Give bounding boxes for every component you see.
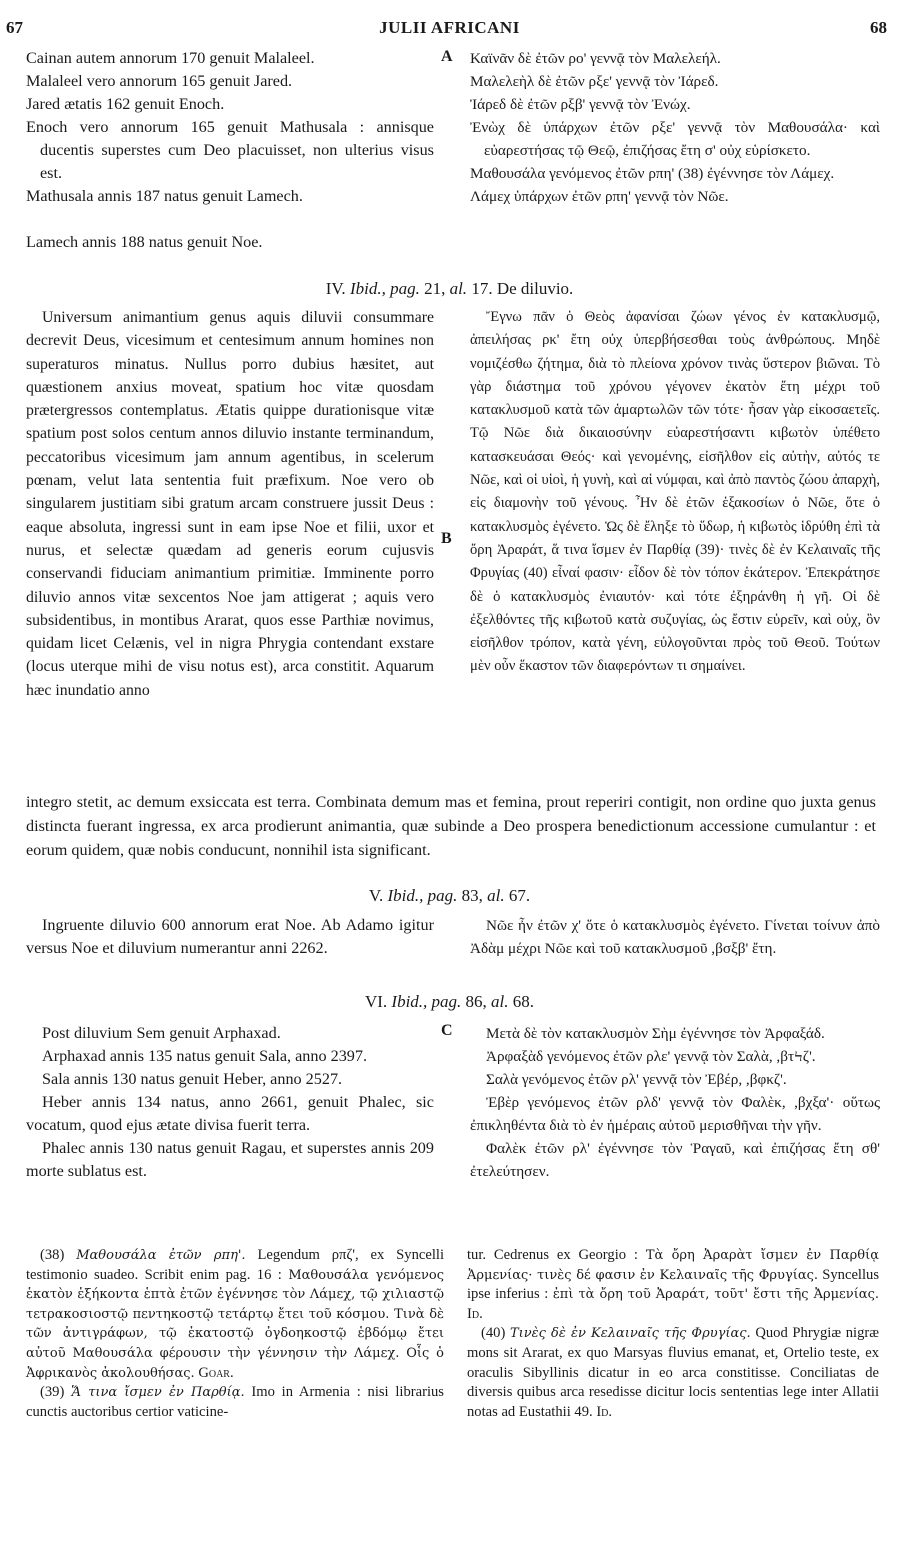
- latin-paragraph: Universum animantium genus aquis diluvii consummare decrevit Deus, vicesimum et centesimum annum homines non superaturos minatus. Nullus porro dubius hæsitet, aut quæstionem anxius moveat, spatium hoc vitæ quosdam prætergressos contemplatus. Ætatis quippe durationisque vitæ spatium post solos centum annos diluvio instante terminandum, peccatoribus vicesimum jam annum agentibus, in scelerum pœnam, velut lata sententia fuit præfixum. Noe vero ob singularem justitiam sibi gratum arcam construere jussit Deus : eaque absoluta, ingressi sunt in eam ipse Noe et filii, uxor et nurus, et selectæ quædam ad generis eorum cujusvis conservandi fiduciam animantium primitiæ. Imminente porro diluvio annos vitæ sexcentos Noe jam attigerat ; aquis vero subsidentibus, in montibus Ararat, quos esse Parthiæ novimus, quidam licet Celænis, vel in nigra Phrygia contendant exstare (locus uterque mihi de visu notus est), arca constitit. Aquarum hæc inundatio anno: [26, 309, 434, 699]
- section-ibid: Ibid., pag.: [391, 992, 462, 1011]
- latin-line: Lamech annis 188 natus genuit Noe.: [26, 233, 263, 251]
- footnote-greek: Μαθουσάλα γενόμενος ἑκατὸν ἑξήκοντα ἑπτὰ ἐτῶν ἐγέννησε τὸν Λάμεχ, τῷ χιλιαστῷ τετρακοσιοστῷ πεντηκοστῷ τετάρτῳ ἔτει τοῦ κόσμου. Τινὰ δὲ τῶν ἀντιγράφων, τῷ ἑκατοστῷ ὀγδοηκοστῷ ἑβδόμῳ ἔτει αὐτοῦ Μαθουσάλα φέρουσιν τὴν γέννησιν τὴν Λάμεχ. Οἷς ὁ Ἀφρικανὸς ἀκολουθήσας.: [26, 1267, 444, 1381]
- greek-line: Μαλελεὴλ δὲ ἐτῶν ρξε' γεννᾷ τὸν Ἰάρεδ.: [470, 73, 719, 90]
- footnote-lemma: Τινὲς δὲ ἐν Κελαιναῖς τῆς Φρυγίας.: [509, 1326, 751, 1342]
- greek-line: Καϊνᾶν δὲ ἐτῶν ρο' γεννᾷ τὸν Μαλελεήλ.: [470, 50, 721, 67]
- footnote-signature: Id.: [596, 1403, 613, 1420]
- latin-section-5: [26, 914, 434, 960]
- section-al-number: 17.: [471, 279, 493, 298]
- greek-line: Ἐβὲρ γενόμενος ἐτῶν ρλδ' γεννᾷ τὸν Φαλὲκ, ,βχξα'· οὕτως ἐπικληθέντα διὰ τὸ ἐν ἡμέραις αὐτοῦ μερισθῆναι τὴν γῆν.: [470, 1094, 880, 1134]
- latin-diluvio-continued: [26, 790, 876, 862]
- page-number-left: 67: [6, 18, 23, 37]
- section-page: 86: [465, 992, 483, 1011]
- latin-line: Jared ætatis 162 genuit Enoch.: [26, 95, 225, 113]
- latin-line: Malaleel vero annorum 165 genuit Jared.: [26, 72, 293, 90]
- greek-line: Μετὰ δὲ τὸν κατακλυσμὸν Σὴμ ἐγέννησε τὸν Ἀρφαξάδ.: [486, 1025, 825, 1042]
- footnote-39-continued: [467, 1246, 879, 1324]
- greek-line: Μαθουσάλα γενόμενος ἐτῶν ρπη' (38) ἐγέννησε τὸν Λάμεχ.: [470, 165, 835, 182]
- margin-marker-a: A: [441, 48, 453, 65]
- greek-section-5: [470, 914, 880, 960]
- footnote-40: [467, 1324, 879, 1422]
- footnote-label: (39): [40, 1384, 65, 1401]
- footnote-greek: Τὰ ὄρη Ἀραρὰτ ἴσμεν ἐν Παρθίᾳ Ἀρμενίας· τινὲς δέ φασιν ἐν Κελαιναῖς τῆς Φρυγίας.: [467, 1248, 879, 1283]
- latin-line: Cainan autem annorum 170 genuit Malaleel.: [26, 49, 315, 67]
- latin-diluvio: [26, 306, 434, 702]
- footnote-lemma: Ἅ τινα ἴσμεν ἐν Παρθίᾳ.: [71, 1385, 245, 1401]
- footnote-text: Syncellus ipse inferius :: [467, 1266, 880, 1303]
- latin-line: Post diluvium Sem genuit Arphaxad.: [42, 1024, 281, 1042]
- section-al: al.: [449, 279, 468, 298]
- section-page: 21: [424, 279, 442, 298]
- page-number-right: 68: [870, 18, 887, 37]
- greek-genealogy-1: [470, 47, 880, 208]
- section-title: De diluvio.: [496, 279, 574, 298]
- greek-line: Ἰάρεδ δὲ ἐτῶν ρξβ' γεννᾷ τὸν Ἐνώχ.: [470, 96, 691, 113]
- latin-line: Phalec annis 130 natus genuit Ragau, et superstes annis 209 morte sublatus est.: [26, 1139, 434, 1180]
- latin-genealogy-1: [26, 47, 434, 254]
- latin-line: Mathusala annis 187 natus genuit Lamech.: [26, 187, 303, 205]
- section-al: al.: [491, 992, 509, 1011]
- greek-line: Λάμεχ ὑπάρχων ἐτῶν ρπη' γεννᾷ τὸν Νῶε.: [470, 188, 729, 205]
- footnotes-right: [467, 1246, 879, 1422]
- footnote-38: [26, 1246, 444, 1383]
- latin-line: Sala annis 130 natus genuit Heber, anno 2527.: [42, 1070, 343, 1088]
- latin-paragraph-continued: integro stetit, ac demum exsiccata est terra. Combinata demum mas et femina, prout reperiri contigit, non ordine quo juxta genus distincta fuerant ingressa, ex arca prodierunt animantia, quæ subinde a Deo prospera benedictionum accessione cumulantur : et eorum quidem, quæ nobis conducunt, nonnihil ista significant.: [26, 793, 876, 859]
- margin-marker-c: C: [441, 1022, 453, 1039]
- footnote-39: [26, 1383, 444, 1422]
- section-heading-4: IV. Ibid., pag. 21, al. 17. De diluvio.: [325, 279, 574, 298]
- section-heading-6: VI. Ibid., pag. 86, al. 68.: [364, 992, 535, 1011]
- footnote-label: (38): [40, 1247, 65, 1263]
- latin-line: Enoch vero annorum 165 genuit Mathusala : annisque ducentis superstes cum Deo placuisset, non ulterius visus est.: [26, 118, 434, 182]
- footnote-text: tur. Cedrenus ex Georgio :: [467, 1247, 638, 1263]
- section-number: IV.: [325, 279, 346, 298]
- greek-section-6: [470, 1022, 880, 1183]
- running-header: [0, 18, 899, 40]
- latin-line: Heber annis 134 natus, anno 2661, genuit Phalec, sic vocatum, quod ejus ætate divisa fuerit terra.: [26, 1093, 434, 1134]
- section-page: 83: [461, 886, 479, 905]
- greek-diluvio: [470, 306, 880, 679]
- section-al-number: 67.: [508, 886, 531, 905]
- section-heading-5: V. Ibid., pag. 83, al. 67.: [368, 886, 531, 905]
- running-title: JULII AFRICANI: [379, 18, 520, 37]
- section-number: VI.: [364, 992, 388, 1011]
- footnote-text: Legendum ρπζ', ex Syncelli testimonio suadeo. Scribit enim pag. 16 :: [26, 1247, 445, 1283]
- footnote-text: Quod Phrygiæ nigræ mons sit Ararat, ex quo Marsyas fluvius emanat, et, Ortelio teste, ex oraculis Sibyllinis dicatur in eo arca constitisse. Conciliatas de diversis quibus arca resedisse dicitur locis sententias lege inter Allatii notas ad Eustathii 49.: [467, 1325, 879, 1420]
- latin-line: Arphaxad annis 135 natus genuit Sala, anno 2397.: [42, 1047, 368, 1065]
- margin-marker-b: B: [441, 530, 452, 547]
- latin-section-6: [26, 1022, 434, 1183]
- footnotes-left: [26, 1246, 444, 1422]
- section-ibid: Ibid., pag.: [387, 886, 458, 905]
- section-al: al.: [487, 886, 505, 905]
- footnote-signature: Goar.: [198, 1364, 234, 1381]
- footnote-greek: ἐπὶ τὰ ὄρη τοῦ Ἀραράτ, τοῦτ' ἔστι τῆς Ἀρμενίας.: [552, 1287, 879, 1303]
- footnote-signature: Id.: [467, 1305, 483, 1322]
- section-al-number: 68.: [512, 992, 535, 1011]
- greek-line: Ἀρφαξὰδ γενόμενος ἐτῶν ρλε' γεννᾷ τὸν Σαλὰ, ,βτϞζ'.: [486, 1048, 816, 1065]
- footnote-lemma: Μαθουσάλα ἐτῶν ρπη'.: [76, 1248, 246, 1263]
- greek-line: Φαλὲκ ἐτῶν ρλ' ἐγέννησε τὸν Ῥαγαῦ, καὶ ἐπιζήσας ἔτη σθ' ἐτελεύτησεν.: [470, 1140, 880, 1180]
- section-ibid: Ibid., pag.: [349, 279, 420, 298]
- greek-paragraph: Ἔγνω πᾶν ὁ Θεὸς ἀφανίσαι ζώων γένος ἐν κατακλυσμῷ, ἀπειλήσας ρκ' ἔτη οὐχ ὑπερβήσεσθαι τοὺς ἀνθρώπους. Μηδὲ νομιζέσθω ζήτημα, διὰ τὸ πλείονα χρόνον τινὰς ὕστερον βιῶναι. Τὸ γὰρ διάστημα τοῦ χρόνου γέγονεν ἑκατὸν ἔτη μέχρι τοῦ κατακλυσμοῦ κατὰ τῶν ἁμαρτωλῶν τῶν τότε· ἦσαν γὰρ εἰκοσαετεῖς. Τῷ Νῶε διὰ δικαιοσύνην εὐαρεστήσαντι κιβωτὸν ὑπέθετο κατασκευάσαι Θεός· καὶ γενομένης, εἰσῆλθον εἰς αὐτὴν, αὐτός τε Νῶε, καὶ οἱ υἱοὶ, ἡ γυνὴ, καὶ αἱ νύμφαι, καὶ ἀπὸ παντὸς ζώου ἀπαρχὴ, εἰς διαμονὴν τοῦ γένους. Ἦν δὲ ἐτῶν ἑξακοσίων ὁ Νῶε, ὅτε ὁ κατακλυσμὸς ἐγένετο. Ὡς δὲ ἔληξε τὸ ὕδωρ, ἡ κιβωτὸς ἱδρύθη ἐπὶ τὰ ὄρη Ἀραράτ, ἅ τινα ἴσμεν ἐν Παρθίᾳ (39)· τινὲς δὲ ἐν Κελαιναῖς τῆς Φρυγίας (40) εἶναί φασιν· εἶδον δὲ τὸν τόπον ἑκάτερον. Ἐπεκράτησε δὲ ὁ κατακλυσμὸς ἐνιαυτόν· καὶ τότε ἐξηράνθη ἡ γῆ. Οἱ δὲ ἐξελθόντες τῆς κιβωτοῦ κατὰ συζυγίας, ὡς ἔστιν εὑρεῖν, καὶ οὐχ, ὃν εἰσῆλθον τρόπον, κατὰ γένη, εὐλογοῦνται πρὸς τοῦ Θεοῦ. Τούτων μὲν οὖν ἕκαστον τῶν διαφερόντων τι σημαίνει.: [470, 309, 880, 675]
- section-number: V.: [368, 886, 384, 905]
- footnote-text: Imo in Armenia : nisi librarius cunctis auctoribus certior vaticine-: [26, 1384, 444, 1420]
- greek-line: Ἐνὼχ δὲ ὑπάρχων ἐτῶν ρξε' γεννᾷ τὸν Μαθουσάλα· καὶ εὐαρεστήσας τῷ Θεῷ, ἐπιζήσας ἔτη σ' οὐχ εὑρίσκετο.: [470, 119, 880, 159]
- greek-paragraph: Νῶε ἦν ἐτῶν χ' ὅτε ὁ κατακλυσμὸς ἐγένετο. Γίνεται τοίνυν ἀπὸ Ἀδὰμ μέχρι Νῶε καὶ τοῦ κατακλυσμοῦ ,βσξβ' ἔτη.: [470, 917, 880, 957]
- greek-line: Σαλὰ γενόμενος ἐτῶν ρλ' γεννᾷ τὸν Ἐβέρ, ,βφκζ'.: [486, 1071, 787, 1088]
- footnote-label: (40): [481, 1325, 506, 1342]
- latin-paragraph: Ingruente diluvio 600 annorum erat Noe. Ab Adamo igitur versus Noe et diluvium numerantur anni 2262.: [26, 916, 434, 957]
